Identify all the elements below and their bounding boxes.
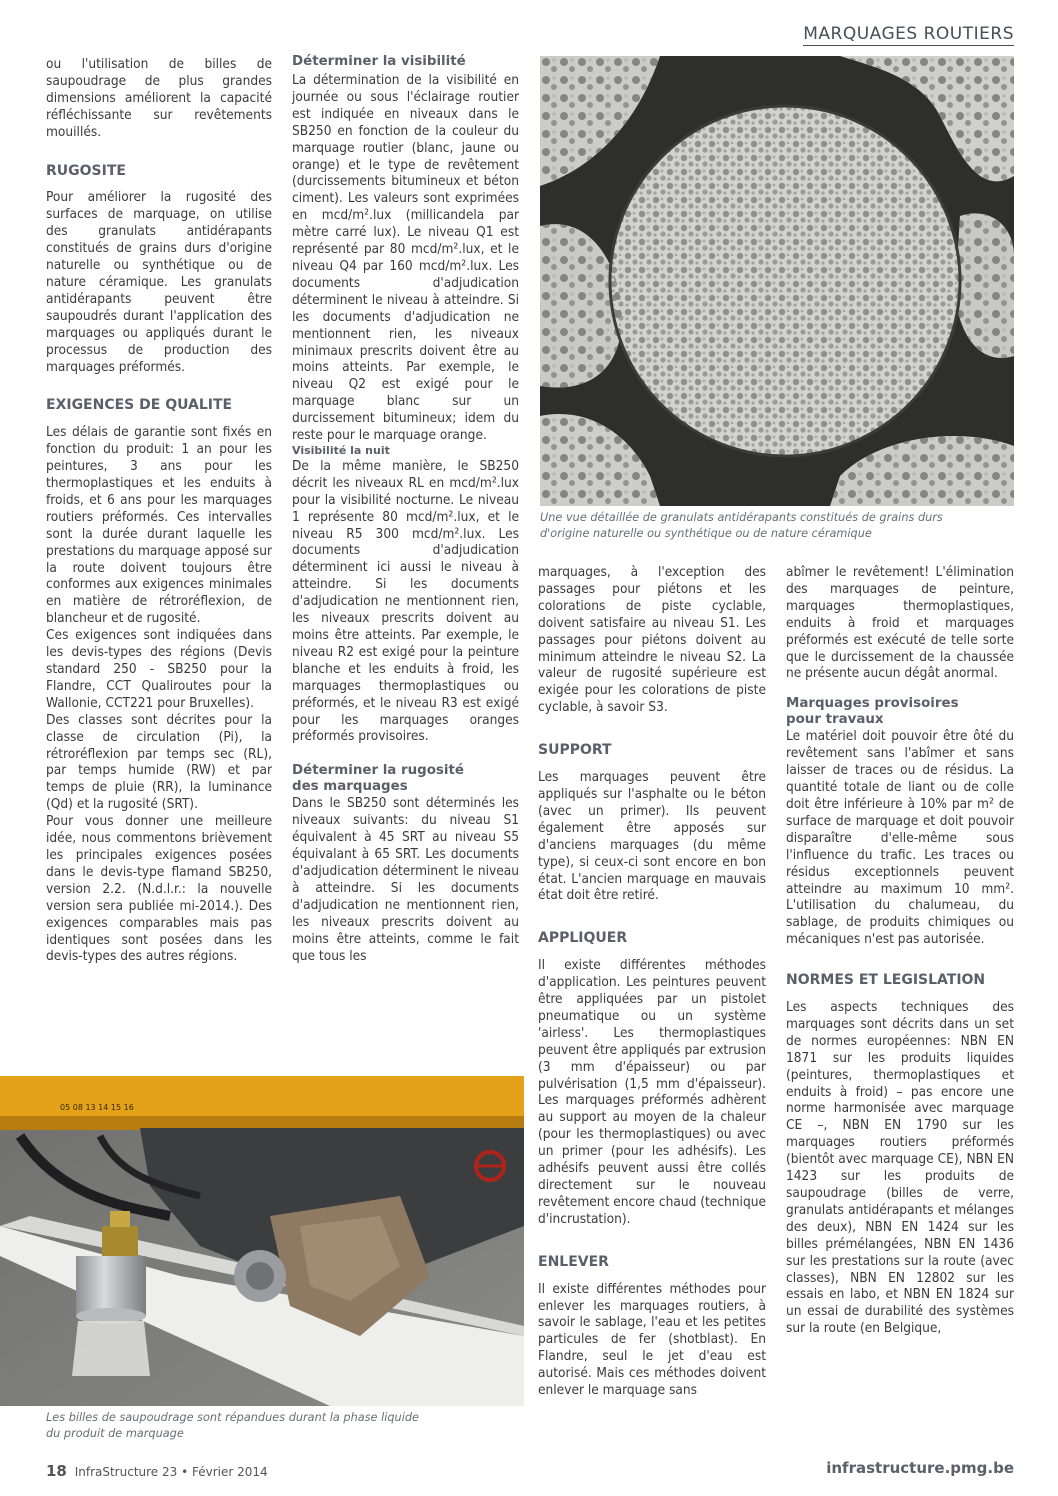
- heading-nuit: Visibilité la nuit: [292, 443, 390, 457]
- col1-p4: Pour vous donner une meilleure idée, nous commentons brièvement les principales exigences posées dans le devis-type flamand SB250, version 2.2. (N.d.l.r.: la nouvelle version sera publiée mi-2014.). Des exigences comparables mais pas identiques sont posées dans les devis-types des autres régions.: [46, 813, 272, 965]
- column-4: [786, 564, 1014, 1337]
- heading-support: SUPPORT: [538, 742, 612, 759]
- machine-label: 05 08 13 14 15 16: [60, 1103, 134, 1112]
- footer-left: [46, 1462, 268, 1480]
- col3-support-text: Les marquages peuvent être appliqués sur l'asphalte ou le béton (avec un primer). Ils peuvent également être apposés sur d'anciens marquages (du même type), si ceux-ci sont encore en bon état. L'ancien marquage en mauvais état doit être retiré.: [538, 769, 766, 904]
- caption-granulats: Une vue détaillée de granulats antidérapants constitués de grains durs d'origine naturelle ou synthétique ou de nature céramique: [540, 511, 943, 540]
- col2-rugosite-text: Dans le SB250 sont déterminés les niveaux suivants: du niveau S1 équivalent à 45 SRT au niveau S5 équivalant à 65 SRT. Les documents d'adjudication déterminent le niveau à atteindre. Si les documents d'adjudication ne mentionnent rien, les niveaux prescrits doivent au moins être atteints, comme le fait que tous les: [292, 795, 519, 964]
- heading-provisoires: Marquages provisoires pour travaux: [786, 696, 959, 728]
- section-title: MARQUAGES ROUTIERS: [803, 24, 1014, 44]
- col1-p2: Ces exigences sont indiquées dans les devis-types des régions (Devis standard 250 - SB250 pour la Flandre, CCT Qualiroutes pour la Wallonie, CCT221 pour Bruxelles).: [46, 627, 272, 711]
- col4-provisoires-text: Le matériel doit pouvoir être ôté du revêtement sans l'abîmer et sans laisser de traces ou de résidus. La quantité totale de liant ou de colle doit être inférieure à 10% par m² de surface de marquage et doit pouvoir disparaître d'elle-même sous l'influence du trafic. Les traces ou résidus exceptionnels peuvent atteindre au maximum 10 mm². L'utilisation du chalumeau, du sablage, de produits chimiques ou mécaniques n'est pas autorisée.: [786, 728, 1014, 948]
- col1-rugosite-text: Pour améliorer la rugosité des surfaces de marquage, on utilise des granulats antidérapants constitués de grains durs d'origine naturelle ou synthétique ou de nature céramique. Les granulats antidérapants peuvent être saupoudrés durant l'application des marquages ou appliqués durant le processus de production des marquages préformés.: [46, 189, 272, 375]
- column-3: [538, 564, 766, 1399]
- photo-machine: [0, 1076, 524, 1406]
- heading-appliquer: APPLIQUER: [538, 930, 628, 947]
- photo-granulats: [540, 56, 1014, 506]
- caption-machine: Les billes de saupoudrage sont répandues durant la phase liquide du produit de marquage: [46, 1411, 419, 1440]
- col1-intro: ou l'utilisation de billes de saupoudrage de plus grandes dimensions améliorent la capacité réfléchissante sur revêtements mouillés.: [46, 56, 272, 140]
- heading-normes: NORMES ET LEGISLATION: [786, 972, 986, 989]
- heading-rugosite: RUGOSITE: [46, 162, 126, 179]
- heading-rugosite-1: Déterminer la rugosité des marquages: [292, 763, 464, 795]
- col3-intro: marquages, à l'exception des passages pour piétons et les colorations de piste cyclable, doivent satisfaire au niveau S1. Les passages pour piétons doivent au minimum atteindre le niveau S2. La valeur de rugosité supérieure est exigée pour les colorations de piste cyclable, à savoir S3.: [538, 564, 766, 716]
- col2-nuit-text: De la même manière, le SB250 décrit les niveaux RL en mcd/m².lux pour la visibilité nocturne. Le niveau 1 représente 80 mcd/m².lux, et le niveau R5 300 mcd/m².lux. Les documents d'adjudication déterminent ici aussi le niveau à atteindre. Si les documents d'adjudication ne mentionnent rien, les niveaux prescrits doivent au moins être atteints. Par exemple, le niveau R2 est exigé pour la peinture blanche et les enduits à froid, les marquages thermoplastiques ou préformés, et le niveau R3 est exigé pour les marquages oranges préformés provisoires.: [292, 457, 519, 745]
- col3-enlever-text: Il existe différentes méthodes pour enlever les marquages routiers, à savoir le sablage, l'eau et les petites particules de fer (shotblast). En Flandre, seul le jet d'eau est autorisé. Mais ces méthodes doivent enlever le marquage sans: [538, 1280, 766, 1399]
- col4-intro: abîmer le revêtement! L'élimination des marquages de peinture, marquages thermoplastiques, enduits à froid et marquages préformés est exécuté de telle sorte que le durcissement de la chaussée ne présente aucun dégât anormal.: [786, 564, 1014, 682]
- column-2: [292, 54, 519, 964]
- heading-exigences: EXIGENCES DE QUALITE: [46, 397, 233, 414]
- col4-normes-text: Les aspects techniques des marquages sont décrits dans un set de normes européennes: NBN EN 1871 sur les produits liquides (peintures, thermoplastiques et enduits à froid) – pas encore une norme harmonisée avec marquage CE –, NBN EN 1790 sur les marquages routiers préformés (bientôt avec marquage CE), NBN EN 1423 sur les produits de saupoudrage (billes de verre, granulats antidérapants et mélanges des deux), NBN EN 1424 sur les billes prémélangées, NBN EN 1436 sur les prestations sur la route (avec classes), NBN EN 12802 sur les essais en labo, et NBN EN 1824 sur un essai de durabilité des systèmes sur la route (en Belgique,: [786, 999, 1014, 1337]
- column-1: [46, 56, 272, 965]
- website-link[interactable]: infrastructure.pmg.be: [826, 1459, 1014, 1477]
- heading-enlever: ENLEVER: [538, 1253, 609, 1270]
- heading-visibilite: Déterminer la visibilité: [292, 54, 466, 69]
- publication-info: InfraStructure 23 • Février 2014: [74, 1465, 268, 1479]
- machine-image: [0, 1076, 524, 1406]
- page-number: 18: [46, 1462, 67, 1480]
- col1-p1: Les délais de garantie sont fixés en fonction du produit: 1 an pour les peintures, 3 ans pour les thermoplastiques et les enduits à froids, et 6 ans pour les marquages routiers préformés. Ces intervalles sont la durée durant laquelle les prestations du marquage apposé sur la route doivent toujours être conformes aux exigences minimales en matière de rétroréflexion, de blancheur et de rugosité.: [46, 424, 272, 627]
- col2-visibilite-text: La détermination de la visibilité en journée ou sous l'éclairage routier est indiquée en niveaux dans le SB250 en fonction de la couleur du marquage routier (blanc, jaune ou orange) et le type de revêtement (durcissements bitumineux et béton ciment). Les valeurs sont exprimées en mcd/m².lux (millicandela par mètre carré lux). Le niveau Q1 est représenté par 80 mcd/m².lux, et le niveau Q4 par 160 mcd/m².lux. Les documents d'adjudication déterminent le niveau à atteindre. Si les documents d'adjudication ne mentionnent rien, les niveaux minimaux prescrits doivent être au moins atteints. Par exemple, le niveau Q2 est exigé pour le marquage blanc sur un durcissement bitumineux; idem du reste pour le marquage orange.: [292, 72, 519, 444]
- col3-appliquer-text: Il existe différentes méthodes d'application. Les peintures peuvent être appliquées par un pistolet pneumatique ou un système 'airless'. Les thermoplastiques peuvent être appliqués par extrusion (3 mm d'épaisseur) ou par pulvérisation (1,5 mm d'épaisseur). Les marquages préformés adhèrent au support au moyen de la chaleur (pour les thermoplastiques) ou avec un primer (pour les adhésifs). Les adhésifs peuvent aussi être collés directement sur le nouveau revêtement encore chaud (technique d'incrustation).: [538, 957, 766, 1227]
- col1-p3: Des classes sont décrites pour la classe de circulation (Pi), la rétroréflexion par temps sec (RL), par temps humide (RW) et par temps de pluie (RR), la luminance (Qd) et la rugosité (SRT).: [46, 711, 272, 813]
- granulats-image: [540, 56, 1014, 506]
